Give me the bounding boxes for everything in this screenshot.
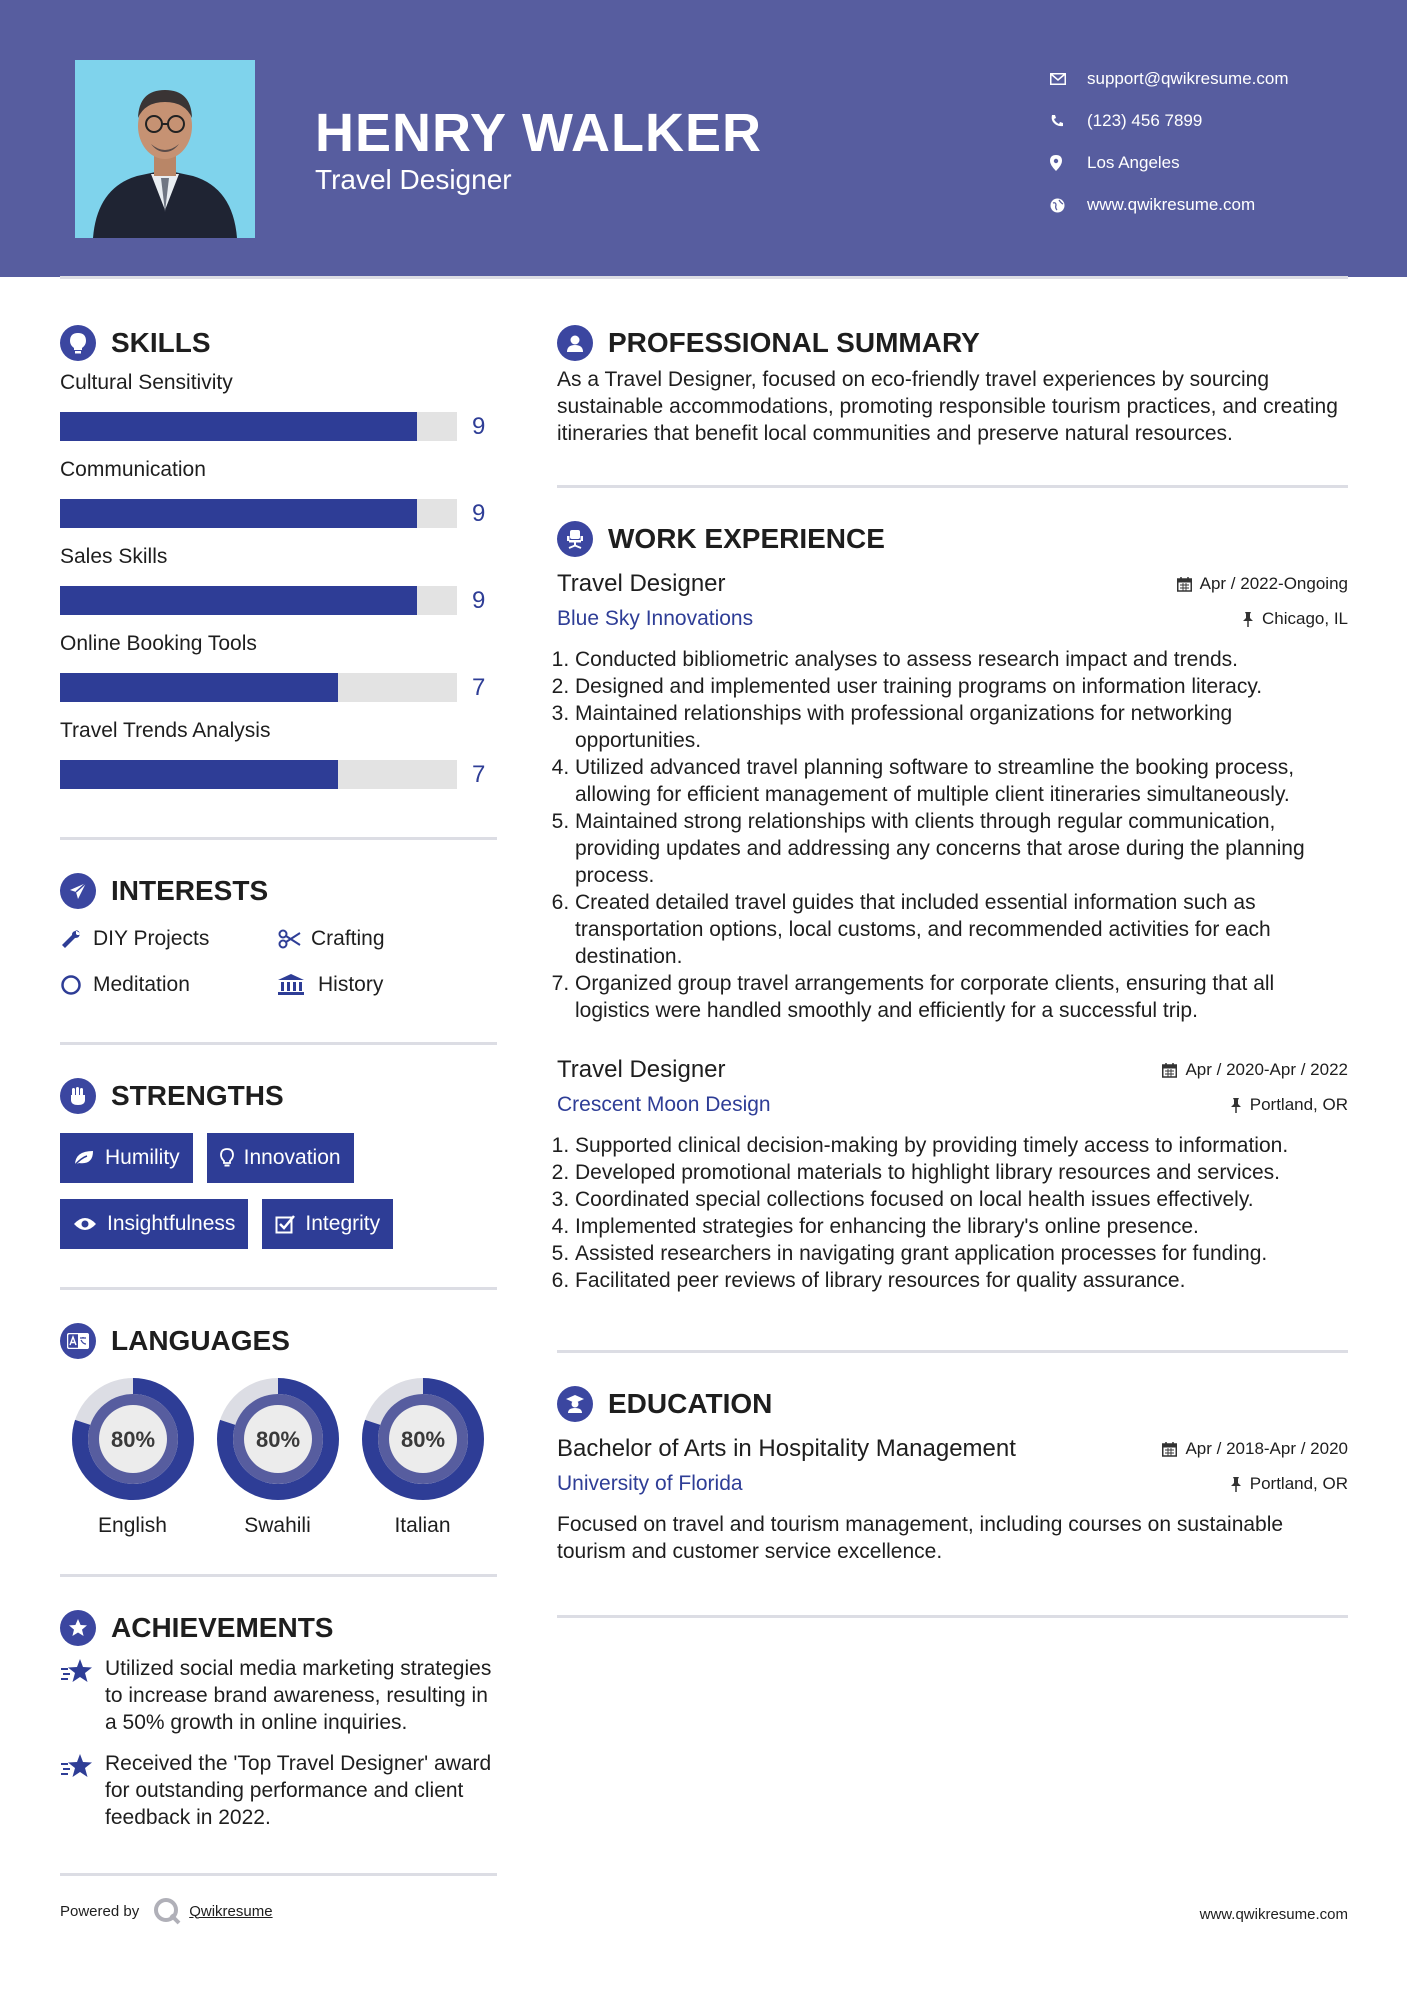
language-percent: 80% (255, 1427, 300, 1452)
languages-list (60, 1378, 497, 1538)
languages-title: LANGUAGES (111, 1325, 290, 1356)
language-gauge (72, 1378, 194, 1500)
skill-item (60, 629, 497, 716)
job-dates (1162, 1060, 1348, 1080)
check-square-icon (275, 1214, 295, 1234)
language-label: Swahili (244, 1514, 311, 1537)
strength-label: Integrity (305, 1212, 381, 1235)
skill-bar-track (60, 760, 457, 789)
fist-icon (60, 1078, 96, 1114)
school-name: University of Florida (557, 1472, 743, 1495)
scissors-icon (278, 929, 311, 949)
profile-photo (75, 60, 255, 238)
skill-value: 9 (472, 412, 486, 440)
contact-website-text: www.qwikresume.com (1087, 195, 1256, 214)
education-title: EDUCATION (608, 1388, 773, 1419)
circle-icon (60, 974, 93, 996)
section-divider (557, 485, 1348, 488)
language-gauge (217, 1378, 339, 1500)
interests-title: INTERESTS (111, 875, 269, 906)
museum-icon (278, 974, 318, 996)
strength-tag (262, 1199, 393, 1249)
duty-item: 4. Implemented strategies for enhancing the library's online presence. (575, 1213, 1348, 1240)
languages-heading (60, 1318, 497, 1364)
job-duties (557, 1132, 1348, 1294)
section-divider (60, 1042, 497, 1045)
skill-value: 7 (472, 760, 486, 788)
skill-bar-fill (60, 673, 338, 702)
skills-title: SKILLS (111, 327, 211, 358)
footer-website[interactable]: www.qwikresume.com (1199, 1906, 1348, 1923)
map-pin-icon (1050, 155, 1087, 171)
experience-title: WORK EXPERIENCE (608, 523, 885, 554)
skill-bar-track (60, 673, 457, 702)
skill-value: 7 (472, 673, 486, 701)
duty-item: 2. Designed and implemented user training programs on information literacy. (575, 673, 1348, 700)
skill-bar-fill (60, 499, 417, 528)
paper-plane-icon (60, 873, 96, 909)
duty-item: 1. Conducted bibliometric analyses to assess research impact and trends. (575, 646, 1348, 673)
section-divider (557, 1615, 1348, 1618)
strength-tag (207, 1133, 354, 1183)
interest-item (60, 924, 278, 954)
duty-item: 5. Maintained strong relationships with clients through regular communication, providing updates and addressing any concerns that arose during the planning process. (575, 808, 1348, 889)
education-description: Focused on travel and tourism management, including courses on sustainable tourism and customer service excellence. (557, 1513, 1284, 1563)
job-location (1230, 1095, 1348, 1115)
globe-icon (1050, 198, 1087, 213)
duty-item: 6. Created detailed travel guides that included essential information such as transportation options, local customs, and recommended activities for each destination. (575, 889, 1348, 970)
skills-list (60, 368, 497, 803)
strength-tag (60, 1199, 248, 1249)
duty-item: 4. Utilized advanced travel planning software to streamline the booking process, allowing for efficient management of multiple client itineraries simultaneously. (575, 754, 1348, 808)
contact-location-text: Los Angeles (1087, 153, 1180, 172)
lightbulb-icon (60, 325, 96, 361)
skill-label: Communication (60, 458, 206, 481)
translate-icon (60, 1323, 96, 1359)
language-item (60, 1378, 205, 1538)
pushpin-icon (1230, 1477, 1242, 1492)
job-location-text: Portland, OR (1249, 1095, 1348, 1114)
contact-phone-text: (123) 456 7899 (1087, 111, 1203, 130)
interest-item (278, 924, 478, 954)
interests-list (60, 924, 497, 1000)
job-entry (557, 566, 1348, 1024)
skill-bar-fill (60, 586, 417, 615)
skill-label: Online Booking Tools (60, 632, 257, 655)
achievement-text: Received the 'Top Travel Designer' award for outstanding performance and client feedback in 2022. (105, 1752, 492, 1829)
footer-divider (60, 1873, 497, 1876)
skill-item (60, 542, 497, 629)
calendar-icon (1162, 1442, 1177, 1457)
graduate-icon (557, 1386, 593, 1422)
duty-item: 3. Maintained relationships with professional organizations for networking opportunities. (575, 700, 1348, 754)
job-company: Crescent Moon Design (557, 1093, 771, 1116)
skill-value: 9 (472, 499, 486, 527)
skill-label: Sales Skills (60, 545, 168, 568)
job-duties (557, 646, 1348, 1024)
achievements-title: ACHIEVEMENTS (111, 1612, 334, 1643)
job-dates-text: Apr / 2022-Ongoing (1199, 574, 1348, 593)
skills-heading (60, 320, 497, 366)
qwikresume-logo-icon (153, 1897, 181, 1925)
strength-tag (60, 1133, 193, 1183)
language-percent: 80% (110, 1427, 155, 1452)
strength-label: Innovation (243, 1146, 341, 1169)
skill-item (60, 716, 497, 803)
duty-item: 7. Organized group travel arrangements for corporate clients, ensuring that all logistics were handled smoothly and efficiently for a successful trip. (575, 970, 1348, 1024)
skill-bar-track (60, 586, 457, 615)
section-divider (557, 1350, 1348, 1353)
powered-by-text: Powered by (60, 1902, 140, 1920)
skill-bar-track (60, 499, 457, 528)
interests-heading (60, 868, 497, 914)
skill-item (60, 455, 497, 542)
office-chair-icon (557, 521, 593, 557)
qwikresume-link[interactable]: Qwikresume (189, 1902, 273, 1920)
education-dates (1162, 1439, 1348, 1459)
section-divider (60, 1574, 497, 1577)
achievement-item (60, 1750, 497, 1831)
left-column (60, 320, 497, 1831)
language-label: English (98, 1514, 167, 1537)
job-dates (1177, 574, 1348, 594)
skill-label: Travel Trends Analysis (60, 719, 271, 742)
candidate-name: HENRY WALKER (315, 103, 763, 163)
language-gauge (362, 1378, 484, 1500)
duty-item: 3. Coordinated special collections focused on local health issues effectively. (575, 1186, 1348, 1213)
skill-value: 9 (472, 586, 486, 614)
section-divider (60, 837, 497, 840)
envelope-icon (1050, 73, 1087, 85)
contact-list (1050, 58, 1289, 226)
contact-phone[interactable] (1050, 100, 1289, 142)
calendar-icon (1177, 577, 1192, 592)
powered-by (60, 1897, 273, 1925)
strength-label: Humility (105, 1146, 180, 1169)
strengths-title: STRENGTHS (111, 1080, 284, 1111)
right-column (557, 320, 1348, 1618)
skill-bar-fill (60, 412, 417, 441)
achievements-heading (60, 1605, 497, 1651)
wrench-icon (60, 928, 93, 950)
user-icon (557, 325, 593, 361)
job-location (1242, 609, 1348, 629)
candidate-role: Travel Designer (315, 164, 512, 195)
section-divider (60, 1287, 497, 1290)
phone-icon (1050, 114, 1087, 128)
contact-email[interactable] (1050, 58, 1289, 100)
job-dates-text: Apr / 2020-Apr / 2022 (1185, 1060, 1348, 1079)
summary-text: As a Travel Designer, focused on eco-friendly travel experiences by sourcing sustainable accommodations, promoting responsible tourism practices, and creating itineraries that benefit local communities and preserve natural resources. (557, 368, 1338, 445)
job-location-text: Chicago, IL (1262, 609, 1348, 628)
language-item (205, 1378, 350, 1538)
leaf-icon (73, 1149, 95, 1167)
language-percent: 80% (400, 1427, 445, 1452)
job-title: Travel Designer (557, 570, 726, 597)
job-entry (557, 1052, 1348, 1294)
pushpin-icon (1242, 612, 1254, 627)
duty-item: 2. Developed promotional materials to highlight library resources and services. (575, 1159, 1348, 1186)
summary-heading (557, 320, 1348, 366)
strengths-heading (60, 1073, 497, 1119)
interest-label: History (318, 973, 384, 996)
interest-label: Crafting (311, 927, 385, 950)
star-icon (60, 1750, 105, 1831)
language-item (350, 1378, 495, 1538)
strength-label: Insightfulness (107, 1212, 236, 1235)
job-company: Blue Sky Innovations (557, 607, 754, 630)
job-title: Travel Designer (557, 1056, 726, 1083)
calendar-icon (1162, 1063, 1177, 1078)
interest-label: DIY Projects (93, 927, 210, 950)
education-location-text: Portland, OR (1249, 1474, 1348, 1493)
education-location (1230, 1474, 1348, 1494)
header-divider (60, 276, 1348, 279)
skill-bar-fill (60, 760, 338, 789)
interest-item (278, 970, 478, 1000)
pushpin-icon (1230, 1098, 1242, 1113)
contact-email-text: support@qwikresume.com (1087, 69, 1289, 88)
achievement-text: Utilized social media marketing strategies to increase brand awareness, resulting in a 50% growth in online inquiries. (105, 1657, 492, 1734)
skill-bar-track (60, 412, 457, 441)
interest-item (60, 970, 278, 1000)
strengths-list (60, 1133, 497, 1249)
contact-website[interactable] (1050, 184, 1289, 226)
star-icon (60, 1655, 105, 1736)
education-heading (557, 1381, 1348, 1427)
experience-heading (557, 516, 1348, 562)
skill-item (60, 368, 497, 455)
duty-item: 5. Assisted researchers in navigating grant application processes for funding. (575, 1240, 1348, 1267)
eye-icon (73, 1216, 97, 1232)
lightbulb-icon (220, 1148, 234, 1168)
education-entry (557, 1431, 1348, 1565)
duty-item: 6. Facilitated peer reviews of library resources for quality assurance. (575, 1267, 1348, 1294)
degree-title: Bachelor of Arts in Hospitality Management (557, 1435, 1016, 1462)
contact-location (1050, 142, 1289, 184)
star-badge-icon (60, 1610, 96, 1646)
header-banner (0, 0, 1407, 277)
achievements-list (60, 1655, 497, 1831)
education-dates-text: Apr / 2018-Apr / 2020 (1185, 1439, 1348, 1458)
achievement-item (60, 1655, 497, 1736)
duty-item: 1. Supported clinical decision-making by providing timely access to information. (575, 1132, 1348, 1159)
skill-label: Cultural Sensitivity (60, 371, 233, 394)
summary-title: PROFESSIONAL SUMMARY (608, 327, 980, 358)
language-label: Italian (394, 1514, 451, 1537)
interest-label: Meditation (93, 973, 190, 996)
